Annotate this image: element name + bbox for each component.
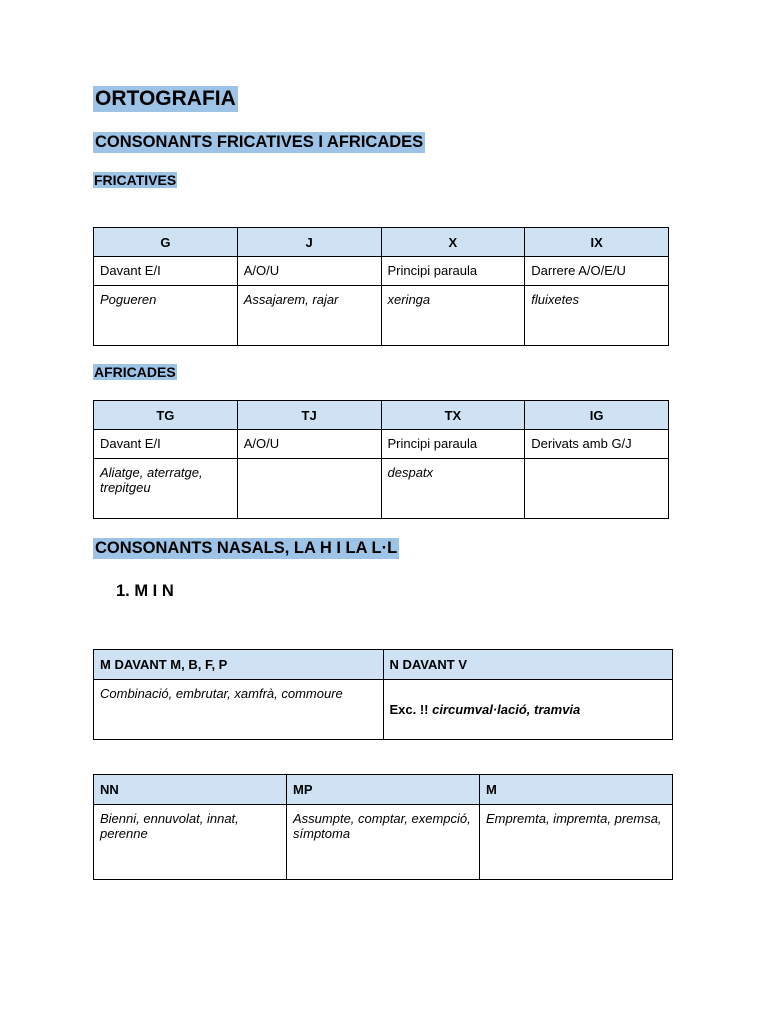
table-cell: Davant E/I: [94, 257, 238, 286]
section-heading-fricatives-africades: CONSONANTS FRICATIVES I AFRICADES: [95, 133, 424, 151]
col-header: J: [237, 228, 381, 257]
table-row: [94, 286, 669, 346]
table-cell: Davant E/I: [94, 430, 238, 459]
table-cell: A/O/U: [237, 257, 381, 286]
document-title: ORTOGRAFIA: [95, 87, 236, 110]
table-row: [94, 257, 669, 286]
example-cell: despatx: [381, 459, 525, 519]
example-cell: fluixetes: [525, 286, 669, 346]
example-cell: xeringa: [381, 286, 525, 346]
table-row: [94, 805, 673, 880]
table-row: [94, 430, 669, 459]
exception-words: circumval·lació, tramvia: [432, 702, 581, 717]
example-cell: [525, 459, 669, 519]
exception-cell: [383, 680, 673, 740]
col-header: X: [381, 228, 525, 257]
africades-table: [93, 400, 669, 519]
table-cell: Principi paraula: [381, 257, 525, 286]
col-header: NN: [94, 775, 287, 805]
table-cell: A/O/U: [237, 430, 381, 459]
example-cell: Aliatge, aterratge, trepitgeu: [94, 459, 238, 519]
col-header: TJ: [237, 401, 381, 430]
section-heading-nasals: CONSONANTS NASALS, LA H I LA L·L: [95, 539, 398, 557]
col-header: M DAVANT M, B, F, P: [94, 650, 384, 680]
example-cell: Combinació, embrutar, xamfrà, commoure: [94, 680, 384, 740]
example-cell: [237, 459, 381, 519]
col-header: TX: [381, 401, 525, 430]
example-cell: Assumpte, comptar, exempció, símptoma: [287, 805, 480, 880]
fricatives-table: [93, 227, 669, 346]
col-header: G: [94, 228, 238, 257]
table-row: [94, 459, 669, 519]
col-header: MP: [287, 775, 480, 805]
example-cell: Assajarem, rajar: [237, 286, 381, 346]
subheading-africades: AFRICADES: [94, 364, 176, 380]
example-cell: Empremta, impremta, premsa,: [480, 805, 673, 880]
table-cell: Derivats amb G/J: [525, 430, 669, 459]
col-header: N DAVANT V: [383, 650, 673, 680]
example-cell: Bienni, ennuvolat, innat, perenne: [94, 805, 287, 880]
exception-label: Exc. !!: [389, 702, 429, 717]
subsection-heading-m-i-n: 1. M I N: [116, 582, 174, 600]
col-header: M: [480, 775, 673, 805]
col-header: IG: [525, 401, 669, 430]
table-cell: Darrere A/O/E/U: [525, 257, 669, 286]
example-cell: Pogueren: [94, 286, 238, 346]
table-cell: Principi paraula: [381, 430, 525, 459]
m-n-table: [93, 649, 673, 740]
table-row: [94, 680, 673, 740]
subheading-fricatives: FRICATIVES: [94, 172, 177, 188]
col-header: TG: [94, 401, 238, 430]
col-header: IX: [525, 228, 669, 257]
nn-mp-m-table: [93, 774, 673, 880]
